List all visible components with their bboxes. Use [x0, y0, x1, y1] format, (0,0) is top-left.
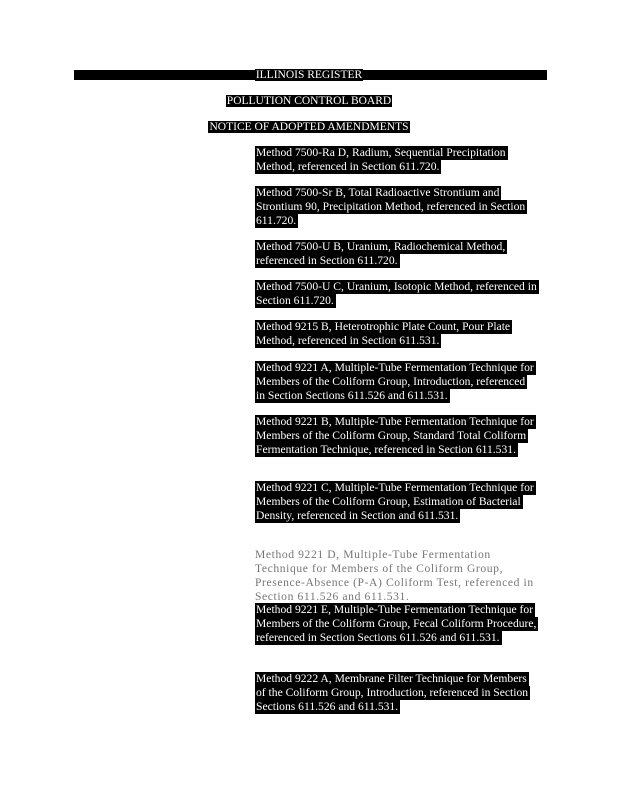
notice-heading: NOTICE OF ADOPTED AMENDMENTS — [209, 121, 409, 133]
board-name: POLLUTION CONTROL BOARD — [226, 95, 392, 107]
method-entry: Method 7500-U C, Uranium, Isotopic Method, referenced in Section 611.720. — [256, 280, 537, 307]
method-entry: Method 7500-Ra D, Radium, Sequential Precipitation Method, referenced in Section 611.720. — [256, 146, 506, 173]
register-title: ILLINOIS REGISTER — [255, 69, 363, 81]
method-entry: Method 9221 E, Multiple-Tube Fermentation Technique for Members of the Coliform Group, Fecal Coliform Procedure, referenced in Section Sections 611.526 and 611.531. — [256, 603, 537, 644]
faded-method-entry: Method 9221 D, Multiple-Tube Fermentation Technique for Members of the Coliform Group, Presence-Absence (P-A) Coliform Test, referenced in Section 611.526 and 611.531. — [255, 548, 534, 603]
method-entry: Method 9222 A, Membrane Filter Technique for Members of the Coliform Group, Introduction, referenced in Section Sections 611.526 and 611.531. — [256, 672, 529, 713]
method-entry: Method 9221 A, Multiple-Tube Fermentation Technique for Members of the Coliform Group, Introduction, referenced in Section Sections 611.526 and 611.531. — [256, 361, 534, 402]
method-entry: Method 7500-Sr B, Total Radioactive Strontium and Strontium 90, Precipitation Method, referenced in Section 611.720. — [256, 186, 526, 227]
method-entry: Method 9221 C, Multiple-Tube Fermentation Technique for Members of the Coliform Group, Estimation of Bacterial Density, referenced in Section and 611.531. — [256, 481, 534, 522]
method-entry: Method 9215 B, Heterotrophic Plate Count, Pour Plate Method, referenced in Section 611.531. — [256, 320, 511, 347]
method-entry: Method 9221 B, Multiple-Tube Fermentation Technique for Members of the Coliform Group, Standard Total Coliform Fermentation Technique, referenced in Section 611.531. — [256, 415, 534, 456]
method-entry: Method 7500-U B, Uranium, Radiochemical Method, referenced in Section 611.720. — [256, 240, 506, 267]
